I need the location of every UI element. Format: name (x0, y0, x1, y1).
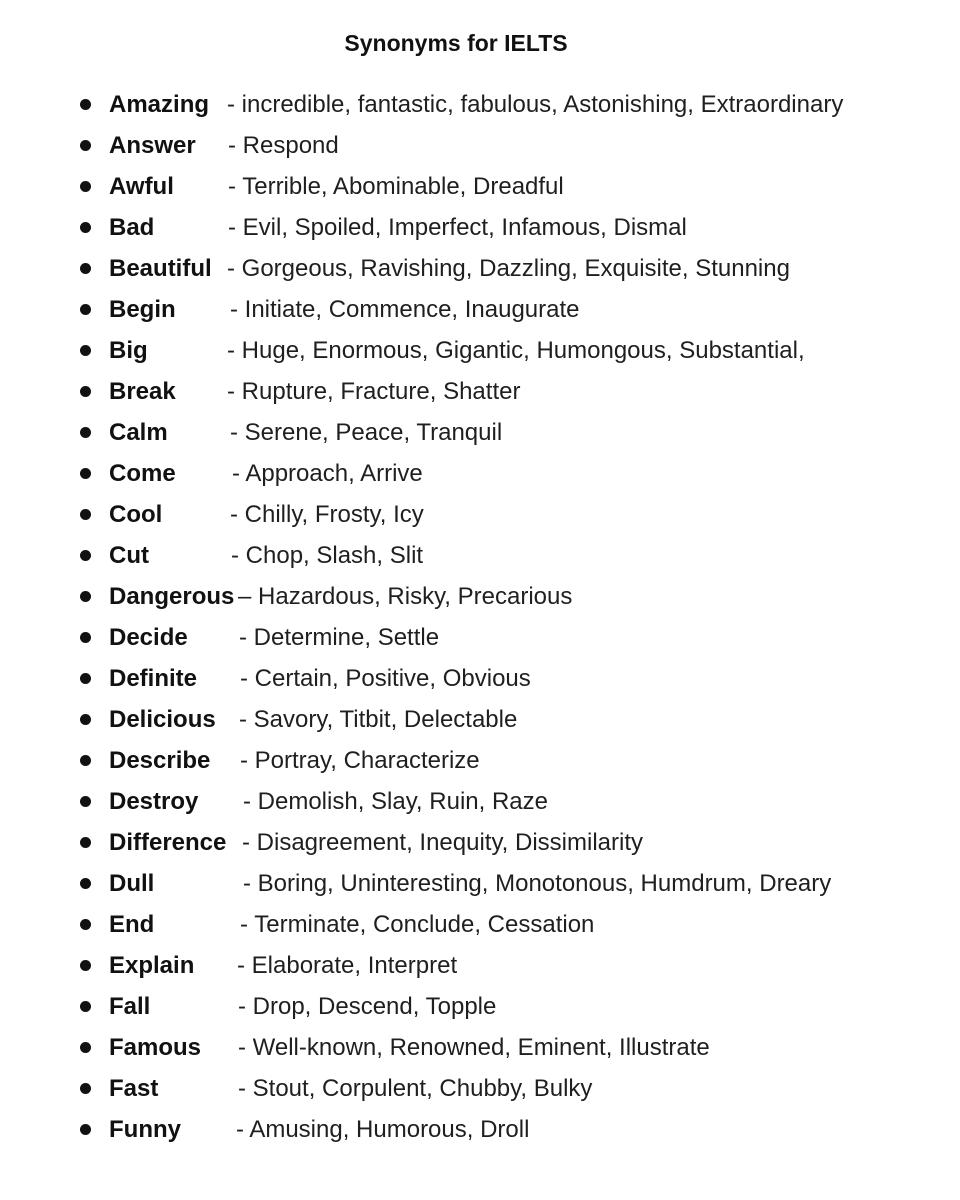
entry-word: Big (109, 337, 148, 364)
entry-word: Dull (109, 870, 155, 897)
list-item (0, 1109, 960, 1150)
bullet-icon (80, 181, 91, 192)
bullet-icon (80, 878, 91, 889)
entry-word: Definite (109, 665, 198, 692)
bullet-icon (80, 468, 91, 479)
list-item (0, 1027, 960, 1068)
list-item (0, 535, 960, 576)
bullet-icon (80, 837, 91, 848)
list-item (0, 576, 960, 617)
entry-synonyms: - Demolish, Slay, Ruin, Raze (243, 788, 548, 815)
list-item (0, 371, 960, 412)
list-item (0, 1068, 960, 1109)
entry-word: Fast (109, 1075, 159, 1102)
list-item (0, 453, 960, 494)
list-item (0, 494, 960, 535)
entry-synonyms: - Huge, Enormous, Gigantic, Humongous, Substantial, (227, 337, 805, 364)
entry-synonyms: - Terrible, Abominable, Dreadful (228, 173, 564, 200)
entry-word: Explain (109, 952, 195, 979)
entry-synonyms: - incredible, fantastic, fabulous, Astonishing, Extraordinary (227, 91, 844, 118)
entry-synonyms: - Savory, Titbit, Delectable (239, 706, 518, 733)
bullet-icon (80, 796, 91, 807)
bullet-icon (80, 673, 91, 684)
list-item (0, 289, 960, 330)
entry-synonyms: - Chop, Slash, Slit (231, 542, 424, 569)
list-item (0, 945, 960, 986)
entry-word: Famous (109, 1034, 202, 1061)
bullet-icon (80, 755, 91, 766)
bullet-icon (80, 632, 91, 643)
bullet-icon (80, 960, 91, 971)
bullet-icon (80, 1083, 91, 1094)
bullet-icon (80, 550, 91, 561)
entry-synonyms: - Certain, Positive, Obvious (240, 665, 531, 692)
entry-word: Come (109, 460, 176, 487)
bullet-icon (80, 714, 91, 725)
entry-word: Amazing (109, 91, 210, 118)
bullet-icon (80, 1042, 91, 1053)
list-item (0, 248, 960, 289)
bullet-icon (80, 222, 91, 233)
entry-word: Bad (109, 214, 155, 241)
list-item (0, 207, 960, 248)
list-item (0, 904, 960, 945)
entry-word: Decide (109, 624, 188, 651)
entry-word: Beautiful (109, 255, 212, 282)
entry-word: Fall (109, 993, 151, 1020)
entry-synonyms: - Determine, Settle (239, 624, 440, 651)
bullet-icon (80, 304, 91, 315)
entry-word: Answer (109, 132, 196, 159)
entry-synonyms: - Approach, Arrive (232, 460, 423, 487)
entry-synonyms: - Chilly, Frosty, Icy (230, 501, 424, 528)
entry-synonyms: – Hazardous, Risky, Precarious (238, 583, 573, 610)
bullet-icon (80, 427, 91, 438)
entry-word: Dangerous (109, 583, 235, 610)
entry-synonyms: - Evil, Spoiled, Imperfect, Infamous, Dismal (228, 214, 687, 241)
list-item (0, 822, 960, 863)
entry-word: Funny (109, 1116, 181, 1143)
entry-word: Cut (109, 542, 149, 569)
entry-word: End (109, 911, 155, 938)
entry-synonyms: - Amusing, Humorous, Droll (236, 1116, 530, 1143)
entry-word: Begin (109, 296, 176, 323)
bullet-icon (80, 919, 91, 930)
entry-synonyms: - Stout, Corpulent, Chubby, Bulky (238, 1075, 593, 1102)
entry-word: Destroy (109, 788, 199, 815)
bullet-icon (80, 140, 91, 151)
list-item (0, 84, 960, 125)
entry-synonyms: - Serene, Peace, Tranquil (230, 419, 503, 446)
entry-synonyms: - Well-known, Renowned, Eminent, Illustrate (238, 1034, 710, 1061)
entry-word: Calm (109, 419, 168, 446)
entry-word: Describe (109, 747, 211, 774)
list-item (0, 125, 960, 166)
entry-word: Awful (109, 173, 174, 200)
entry-synonyms: - Respond (228, 132, 339, 159)
list-item (0, 740, 960, 781)
bullet-icon (80, 263, 91, 274)
list-item (0, 166, 960, 207)
entry-word: Cool (109, 501, 163, 528)
entry-synonyms: - Initiate, Commence, Inaugurate (230, 296, 580, 323)
entry-word: Delicious (109, 706, 216, 733)
list-item (0, 617, 960, 658)
bullet-icon (80, 1124, 91, 1135)
list-item (0, 986, 960, 1027)
list-item (0, 863, 960, 904)
entry-synonyms: - Gorgeous, Ravishing, Dazzling, Exquisite, Stunning (227, 255, 790, 282)
bullet-icon (80, 386, 91, 397)
list-item (0, 330, 960, 371)
page-title: Synonyms for IELTS (344, 30, 568, 56)
list-item (0, 412, 960, 453)
bullet-icon (80, 345, 91, 356)
bullet-icon (80, 591, 91, 602)
entry-word: Break (109, 378, 176, 405)
bullet-icon (80, 99, 91, 110)
entry-synonyms: - Drop, Descend, Topple (238, 993, 497, 1020)
bullet-icon (80, 1001, 91, 1012)
entry-synonyms: - Boring, Uninteresting, Monotonous, Humdrum, Dreary (243, 870, 832, 897)
entry-synonyms: - Terminate, Conclude, Cessation (240, 911, 595, 938)
list-item (0, 658, 960, 699)
list-item (0, 699, 960, 740)
entry-synonyms: - Elaborate, Interpret (237, 952, 458, 979)
synonym-list (0, 84, 960, 1150)
entry-synonyms: - Portray, Characterize (240, 747, 480, 774)
entry-synonyms: - Rupture, Fracture, Shatter (227, 378, 521, 405)
entry-word: Difference (109, 829, 227, 856)
entry-synonyms: - Disagreement, Inequity, Dissimilarity (242, 829, 644, 856)
list-item (0, 781, 960, 822)
bullet-icon (80, 509, 91, 520)
